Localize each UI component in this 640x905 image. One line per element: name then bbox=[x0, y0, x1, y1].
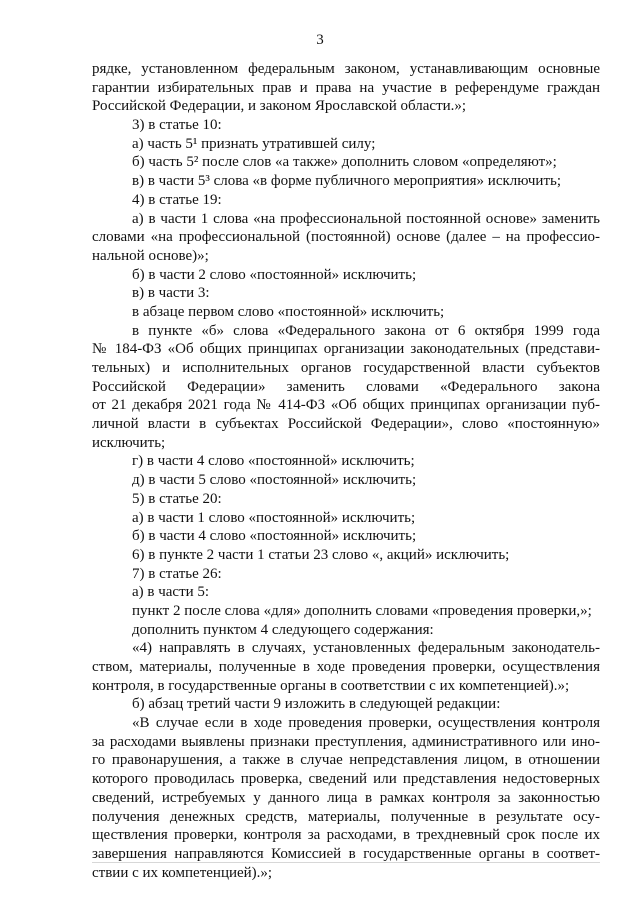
text-line: го правонарушения, а также в случае непредставления лицом, в отношении bbox=[92, 752, 600, 769]
text-line: ществления проверки, контроля за расходами, в трехдневный срок после их bbox=[92, 827, 600, 844]
text-line: № 184-ФЗ «Об общих принципах организации законодательных (представи- bbox=[92, 341, 600, 358]
text-line: за расходами выявлены признаки преступления, административного или ино- bbox=[92, 733, 600, 750]
text-line: которого проводилась проверка, сведений или представления недостоверных bbox=[92, 771, 600, 788]
text-line: «В случае если в ходе проведения проверки, осуществления контроля bbox=[132, 715, 600, 732]
text-line: гарантии избирательных прав и права на участие в референдуме граждан bbox=[92, 79, 600, 96]
text-line: завершения направляются Комиссией в государственные органы в соответ- bbox=[92, 845, 600, 862]
text-line: сведений, истребуемых у данного лица в рамках контроля за законностью bbox=[92, 789, 600, 806]
text-line: контроля, в государственные органы в соответствии с их компетенцией).»; bbox=[92, 677, 570, 694]
text-line: исключить; bbox=[92, 434, 166, 451]
text-line: а) в части 5: bbox=[132, 584, 210, 601]
text-line: в) в части 5³ слова «в форме публичного мероприятия» исключить; bbox=[132, 173, 562, 190]
text-line: в пункте «б» слова «Федерального закона от 6 октября 1999 года bbox=[132, 322, 600, 339]
text-line: 4) в статье 19: bbox=[132, 191, 222, 208]
text-line: ствии с их компетенцией).»; bbox=[92, 864, 273, 881]
text-line: «4) направлять в случаях, установленных федеральным законодатель- bbox=[132, 640, 600, 657]
text-line: а) в части 1 слова «на профессиональной постоянной основе» заменить bbox=[132, 210, 600, 227]
text-line: Российской Федерации, и законом Ярославской области.»; bbox=[92, 98, 467, 115]
text-line: 3) в статье 10: bbox=[132, 117, 222, 134]
text-line: в абзаце первом слово «постоянной» исключить; bbox=[132, 303, 445, 320]
scan-artifact-line bbox=[92, 862, 600, 863]
text-line: 6) в пункте 2 части 1 статьи 23 слово «, акций» исключить; bbox=[132, 546, 510, 563]
text-line: тельных) и исполнительных органов государственной власти субъектов bbox=[92, 360, 600, 376]
text-line: Российской Федерации» заменить словами «Федерального закона bbox=[92, 378, 600, 395]
text-line: 7) в статье 26: bbox=[132, 565, 222, 582]
document-body bbox=[92, 60, 600, 882]
text-line: рядке, установленном федеральным законом, устанавливающим основные bbox=[92, 61, 600, 77]
text-line: нальной основе)»; bbox=[92, 247, 209, 264]
text-line: дополнить пунктом 4 следующего содержания: bbox=[132, 621, 434, 638]
text-line: личной власти в субъектах Российской Федерации», слово «постоянную» bbox=[92, 416, 600, 433]
text-line: ством, материалы, полученные в ходе проведения проверки, осуществления bbox=[92, 659, 600, 675]
page-number: 3 bbox=[316, 32, 324, 48]
text-line: в) в части 3: bbox=[132, 285, 210, 302]
text-line: г) в части 4 слово «постоянной» исключить; bbox=[132, 453, 415, 470]
text-line: словами «на профессиональной (постоянной) основе (далее – на профессио- bbox=[92, 229, 600, 246]
text-line: 5) в статье 20: bbox=[132, 490, 222, 507]
text-line: б) абзац третий части 9 изложить в следующей редакции: bbox=[132, 696, 501, 713]
text-line: а) в части 1 слово «постоянной» исключить; bbox=[132, 509, 416, 526]
text-line: а) часть 5¹ признать утратившей силу; bbox=[132, 135, 376, 152]
text-line: получения денежных средств, материалы, полученные в результате осу- bbox=[92, 808, 600, 825]
text-line: б) в части 4 слово «постоянной» исключить; bbox=[132, 528, 417, 545]
text-line: от 21 декабря 2021 года № 414-ФЗ «Об общих принципах организации пуб- bbox=[92, 397, 600, 414]
text-line: б) часть 5² после слов «а также» дополнить словом «определяют»; bbox=[132, 154, 557, 171]
text-line: д) в части 5 слово «постоянной» исключить; bbox=[132, 472, 417, 489]
text-line: пункт 2 после слова «для» дополнить словами «проведения проверки,»; bbox=[132, 602, 592, 619]
text-line: б) в части 2 слово «постоянной» исключить; bbox=[132, 266, 417, 283]
